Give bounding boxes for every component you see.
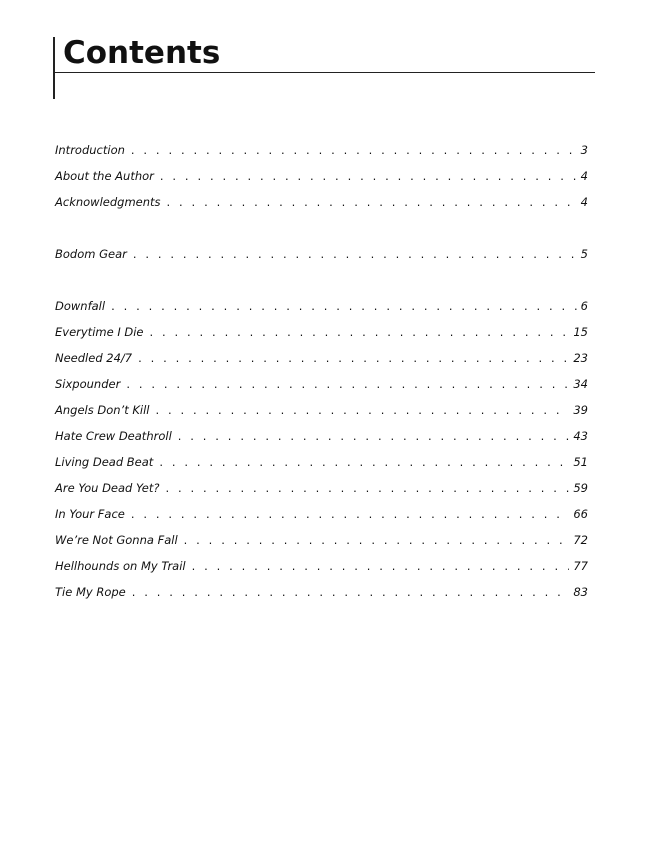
toc-entry-page: 4 [580,195,588,209]
toc-dot-leader [178,427,570,445]
toc-entry-bodom-gear[interactable] [55,245,588,271]
toc-entry-page: 34 [573,377,588,391]
toc-dot-leader [138,349,569,367]
toc-entry-page: 66 [573,507,588,521]
toc-entry-introduction[interactable] [55,141,588,167]
title-vertical-rule [53,37,55,99]
toc-entry-about-the-author[interactable] [55,167,588,193]
toc-entry-title: Everytime I Die [55,325,144,339]
toc-entry-living-dead-beat[interactable] [55,453,588,479]
toc-entry-in-your-face[interactable] [55,505,588,531]
toc-entry-everytime-i-die[interactable] [55,323,588,349]
toc-entry-title: Acknowledgments [55,195,161,209]
toc-dot-leader [160,167,577,185]
toc-entry-title: About the Author [55,169,154,183]
toc-dot-leader [165,479,569,497]
toc-entry-title: Tie My Rope [55,585,126,599]
toc-entry-title: In Your Face [55,507,125,521]
toc-dot-leader [192,557,570,575]
toc-dot-leader [131,141,577,159]
toc-dot-leader [159,453,569,471]
toc-dot-leader [131,505,569,523]
page-title: Contents [63,35,221,71]
toc-dot-leader [111,297,577,315]
toc-entry-title: Needled 24/7 [55,351,133,365]
toc-entry-page: 43 [573,429,588,443]
toc-dot-leader [156,401,570,419]
toc-entry-title: Sixpounder [55,377,121,391]
toc-entry-page: 3 [580,143,588,157]
toc-entry-hellhounds-on-my-trail[interactable] [55,557,588,583]
toc-entry-page: 72 [573,533,588,547]
toc-gear [55,245,588,271]
toc-entry-tie-my-rope[interactable] [55,583,588,609]
toc-dot-leader [184,531,570,549]
toc-entry-needled-24-7[interactable] [55,349,588,375]
toc-entry-were-not-gonna-fall[interactable] [55,531,588,557]
toc-front-matter [55,141,588,219]
toc-entry-page: 39 [573,403,588,417]
toc-entry-page: 15 [573,325,588,339]
toc-entry-title: Angels Don’t Kill [55,403,150,417]
toc-dot-leader [126,375,569,393]
toc-entry-page: 83 [573,585,588,599]
toc-dot-leader [167,193,577,211]
toc-entry-are-you-dead-yet[interactable] [55,479,588,505]
toc-entry-title: Hellhounds on My Trail [55,559,186,573]
toc-entry-hate-crew-deathroll[interactable] [55,427,588,453]
toc-entry-page: 51 [573,455,588,469]
toc-songs [55,297,588,609]
toc-entry-title: We’re Not Gonna Fall [55,533,178,547]
toc-entry-title: Introduction [55,143,125,157]
toc-entry-page: 4 [580,169,588,183]
toc-dot-leader [133,245,577,263]
toc-entry-downfall[interactable] [55,297,588,323]
toc-entry-page: 23 [573,351,588,365]
toc-entry-title: Downfall [55,299,106,313]
toc-dot-leader [132,583,570,601]
toc-dot-leader [150,323,570,341]
toc-entry-title: Living Dead Beat [55,455,154,469]
toc-entry-page: 77 [573,559,588,573]
toc-entry-title: Hate Crew Deathroll [55,429,172,443]
toc-entry-acknowledgments[interactable] [55,193,588,219]
toc-entry-title: Bodom Gear [55,247,127,261]
toc-entry-title: Are You Dead Yet? [55,481,160,495]
toc-entry-page: 5 [580,247,588,261]
toc-entry-sixpounder[interactable] [55,375,588,401]
toc-entry-page: 6 [580,299,588,313]
toc-entry-angels-dont-kill[interactable] [55,401,588,427]
toc-entry-page: 59 [573,481,588,495]
